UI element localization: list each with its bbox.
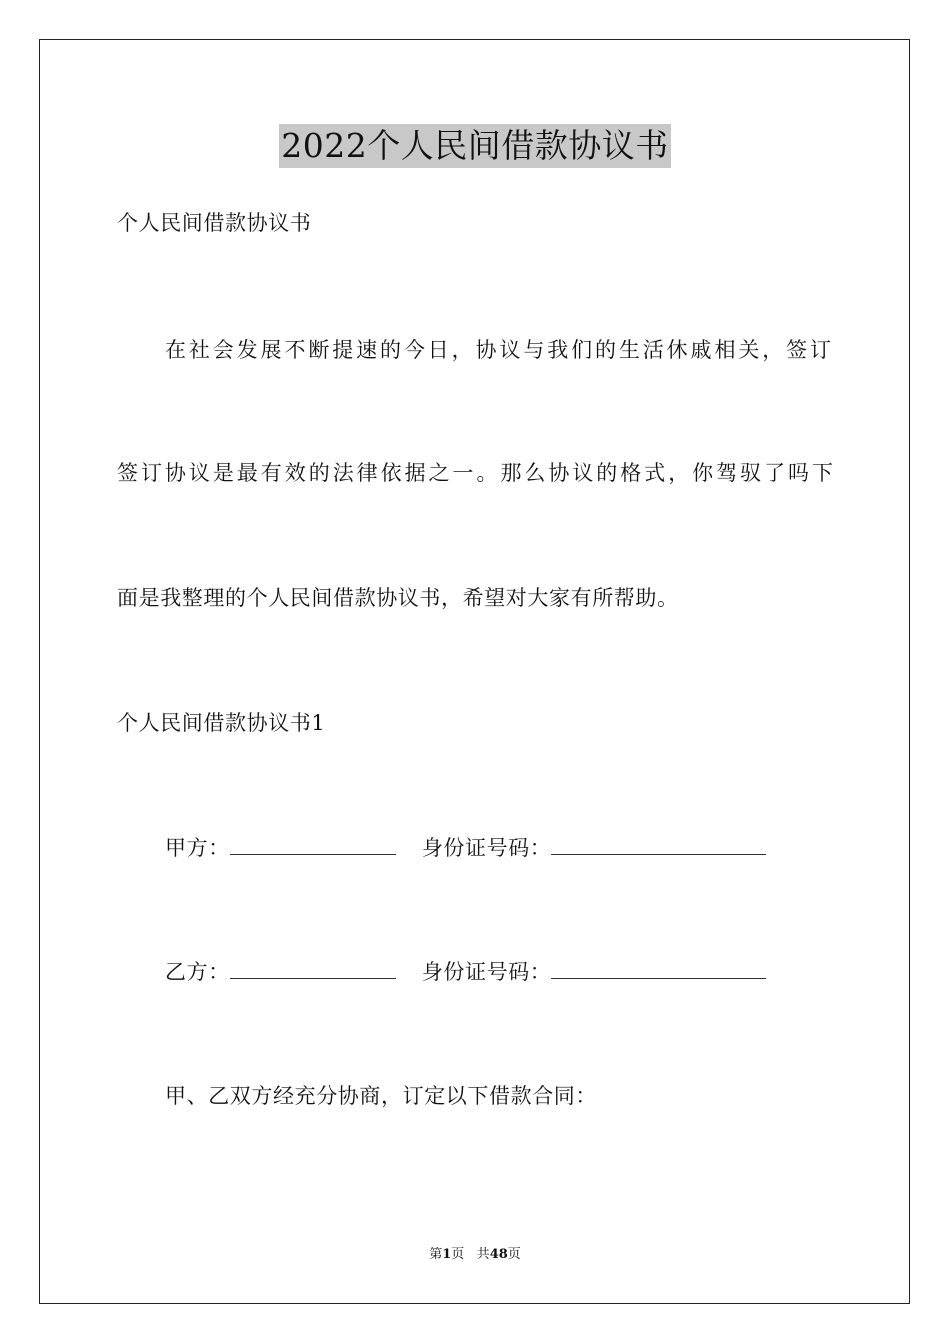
party-b-id-blank [551,956,766,979]
agreement-line: 甲、乙双方经充分协商，订定以下借款合同： [165,1084,597,1108]
footer-total-prefix: 共 [476,1247,490,1262]
page-footer [0,1246,950,1264]
party-a-label: 甲方： [165,836,230,860]
footer-total-unit: 页 [507,1247,521,1262]
footer-page-unit: 页 [451,1247,465,1262]
party-b-id-label: 身份证号码： [421,960,552,984]
party-a-id-blank [551,832,766,855]
section-heading: 个人民间借款协议书1 [117,711,326,735]
party-b-name-blank [230,956,396,979]
intro-line-1: 在社会发展不断提速的今日，协议与我们的生活休戚相关，签订 [165,338,831,362]
party-b-row [165,956,766,987]
title-container [0,124,950,168]
document-subtitle: 个人民间借款协议书 [117,211,312,235]
party-b-label: 乙方： [165,960,230,984]
footer-page-current: 1 [442,1247,452,1262]
party-a-id-label: 身份证号码： [421,836,552,860]
party-a-row [165,832,766,863]
intro-line-2: 签订协议是最有效的法律依据之一。那么协议的格式，你驾驭了吗下 [117,461,833,485]
intro-line-3: 面是我整理的个人民间借款协议书，希望对大家有所帮助。 [117,586,679,610]
footer-page-total: 48 [489,1247,508,1262]
document-title: 2022个人民间借款协议书 [279,124,670,168]
party-a-name-blank [230,832,396,855]
footer-page-prefix: 第 [429,1247,443,1262]
